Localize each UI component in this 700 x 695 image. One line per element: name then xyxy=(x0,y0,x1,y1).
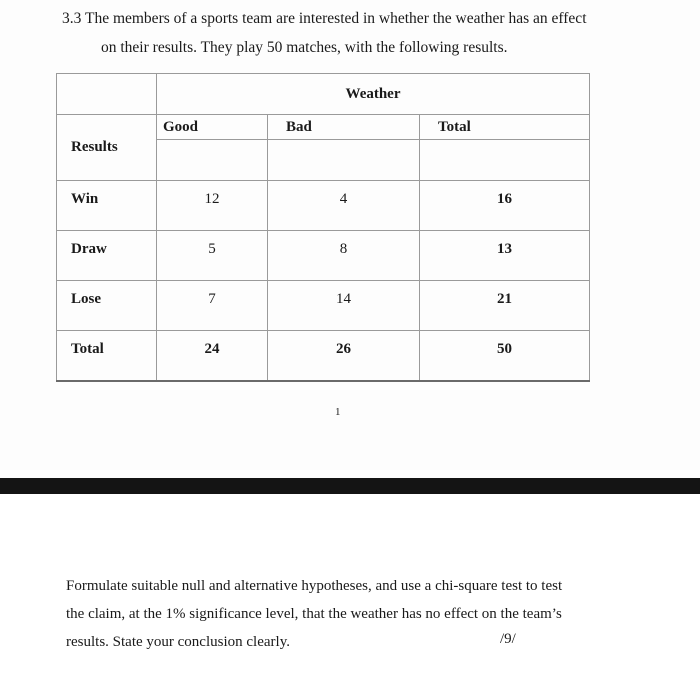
cell-total: 21 xyxy=(420,281,590,331)
cell-bad: 26 xyxy=(268,331,420,382)
cell-total: 13 xyxy=(420,231,590,281)
results-row-header: Results xyxy=(57,115,157,181)
table-total-row xyxy=(57,331,590,382)
table-header-row xyxy=(57,74,590,115)
cell-good: 5 xyxy=(157,231,268,281)
cell-bad: 4 xyxy=(268,181,420,231)
row-label: Total xyxy=(57,331,157,382)
cell-good: 24 xyxy=(157,331,268,382)
instructions-line-1: Formulate suitable null and alternative hypotheses, and use a chi-square test to test xyxy=(66,578,563,594)
cell-total: 50 xyxy=(420,331,590,382)
column-header-good: Good xyxy=(157,115,268,140)
column-header-bad: Bad xyxy=(268,115,420,140)
table-row xyxy=(57,231,590,281)
cell-total: 16 xyxy=(420,181,590,231)
table-row xyxy=(57,281,590,331)
question-text-line-1: 3.3 The members of a sports team are interested in whether the weather has an effect xyxy=(62,10,587,27)
instructions-text xyxy=(66,572,626,656)
column-header-total: Total xyxy=(420,115,590,140)
weather-group-header: Weather xyxy=(157,74,590,115)
table-corner-cell xyxy=(57,74,157,115)
row-label: Win xyxy=(57,181,157,231)
contingency-table xyxy=(56,73,590,382)
spacer-cell xyxy=(268,140,420,181)
marks-label: /9/ xyxy=(500,631,516,647)
cell-good: 7 xyxy=(157,281,268,331)
cell-bad: 8 xyxy=(268,231,420,281)
instructions-line-2: the claim, at the 1% significance level, that the weather has no effect on the team’s xyxy=(66,606,562,622)
cell-good: 12 xyxy=(157,181,268,231)
row-label: Draw xyxy=(57,231,157,281)
row-label: Lose xyxy=(57,281,157,331)
page-number: 1 xyxy=(335,406,341,418)
document-page-bottom xyxy=(0,494,700,695)
spacer-cell xyxy=(157,140,268,181)
table-row xyxy=(57,181,590,231)
question-text-line-2: on their results. They play 50 matches, with the following results. xyxy=(101,39,508,56)
instructions-line-3: results. State your conclusion clearly. xyxy=(66,634,290,650)
page-divider xyxy=(0,478,700,494)
table-column-header-row xyxy=(57,115,590,140)
cell-bad: 14 xyxy=(268,281,420,331)
spacer-cell xyxy=(420,140,590,181)
